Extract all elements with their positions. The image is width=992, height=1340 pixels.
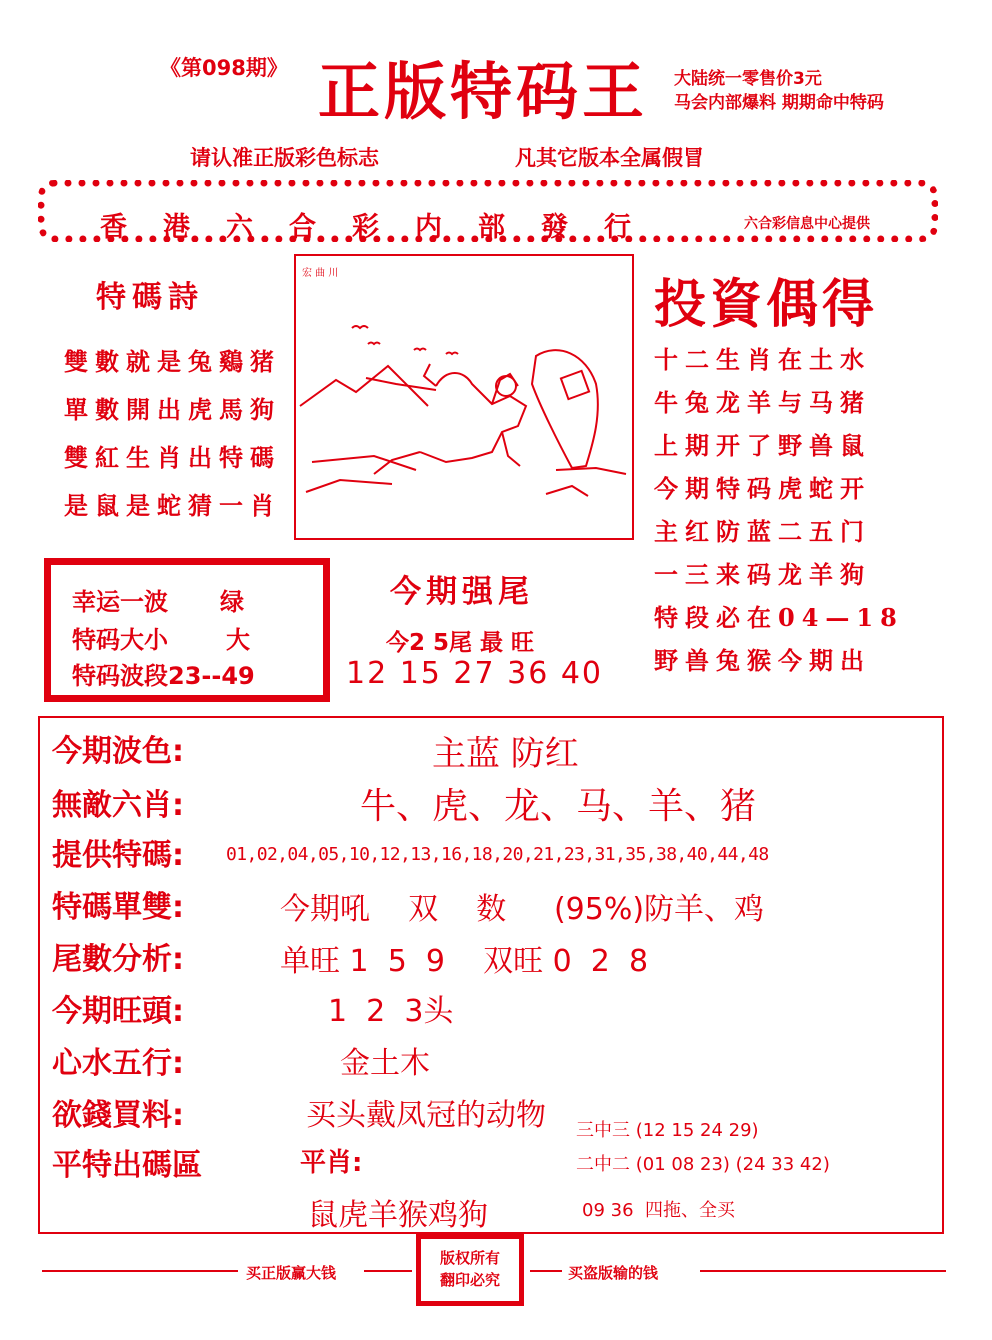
codes-value: 01,02,04,05,10,12,13,16,18,20,21,23,31,35,38,40,44,48	[226, 844, 769, 865]
invest-line: 一三来码龙羊狗	[654, 560, 871, 589]
strong-tail-numbers: 12 15 27 36 40	[346, 656, 604, 691]
zodiac-label: 無敵六肖:	[52, 788, 184, 823]
wave-value: 主蓝 防红	[432, 734, 579, 774]
copyright-line: 版权所有	[439, 1249, 500, 1267]
buy-value: 买头戴凤冠的动物	[306, 1098, 546, 1133]
invest-title: 投資偶得	[654, 274, 879, 335]
genuine-logo-note: 请认准正版彩色标志	[190, 146, 379, 170]
buy-label: 欲錢買料:	[52, 1098, 184, 1133]
invest-line: 牛兔龙羊与马猪	[654, 388, 871, 417]
inside-info-note: 马会内部爆料 期期命中特码	[674, 93, 884, 113]
invest-line: 今期特码虎蛇开	[654, 474, 871, 503]
lucky-label: 特码波段	[72, 662, 168, 690]
banner-title: 香港六合彩内部發行	[100, 212, 667, 243]
warrior-illustration	[296, 256, 632, 538]
flat-zodiac-label: 平肖:	[300, 1148, 363, 1178]
codes-label: 提供特碼:	[52, 838, 184, 873]
poem-line: 雙數就是兔鷄猪	[64, 347, 281, 376]
combo-line: 二中二 (01 08 23) (24 33 42)	[576, 1154, 830, 1175]
combo-line: 09 36 四拖、全买	[582, 1200, 735, 1221]
poem-line: 單數開出虎馬狗	[64, 395, 281, 424]
lucky-label: 幸运一波	[72, 588, 168, 616]
poem-line: 雙紅生肖出特碼	[64, 443, 281, 472]
invest-line: 主红防蓝二五门	[654, 517, 871, 546]
footer-right-text: 买盗版输的钱	[568, 1264, 659, 1282]
head-label: 今期旺頭:	[52, 994, 184, 1029]
footer-left-text: 买正版赢大钱	[246, 1264, 337, 1282]
head-value: 1 2 3头	[328, 994, 454, 1029]
footer-divider	[530, 1270, 562, 1272]
illustration-frame	[294, 254, 634, 540]
lucky-row	[72, 656, 255, 691]
footer-divider	[42, 1270, 238, 1272]
lucky-value: 23--49	[168, 662, 255, 690]
price-note: 大陆统一零售价3元	[674, 69, 822, 89]
poem-line: 是鼠是蛇猜一肖	[64, 491, 281, 520]
flat-label: 平特出碼區	[52, 1148, 202, 1183]
illustration-stamp: 宏 曲 川	[302, 268, 339, 279]
invest-line: 上期开了野兽鼠	[654, 431, 871, 460]
footer-divider	[364, 1270, 412, 1272]
element-label: 心水五行:	[52, 1046, 184, 1081]
lucky-row	[72, 582, 244, 617]
footer-divider	[700, 1270, 946, 1272]
zodiac-value: 牛、虎、龙、马、羊、猪	[360, 786, 757, 827]
counterfeit-note: 凡其它版本全属假冒	[515, 146, 704, 170]
element-value: 金土木	[340, 1046, 430, 1081]
poem-title: 特碼詩	[96, 280, 204, 315]
lucky-row	[72, 620, 250, 655]
strong-tail-subtitle: 今2 5尾 最 旺	[386, 630, 535, 656]
invest-line: 十二生肖在土水	[654, 345, 871, 374]
invest-line: 特段必在04—18	[654, 603, 904, 632]
brand-title: 正版特码王	[318, 55, 649, 128]
wave-label: 今期波色:	[52, 734, 184, 769]
lucky-value: 大	[226, 626, 250, 654]
banner-subtitle: 六合彩信息中心提供	[744, 216, 870, 232]
oddeven-label: 特碼單雙:	[52, 890, 184, 925]
flat-zodiac-value: 鼠虎羊猴鸡狗	[308, 1198, 488, 1233]
invest-line: 野兽兔猴今期出	[654, 646, 871, 675]
tail-analysis-label: 尾數分析:	[52, 942, 184, 977]
copyright-box	[416, 1234, 524, 1306]
strong-tail-title: 今期强尾	[390, 574, 534, 610]
issue-number: 《第098期》	[160, 56, 288, 80]
lucky-label: 特码大小	[72, 626, 168, 654]
oddeven-value: 今期吼 双 数 (95%)防羊、鸡	[280, 892, 765, 927]
copyright-line: 翻印必究	[439, 1271, 500, 1289]
lucky-value: 绿	[220, 588, 244, 616]
combo-line: 三中三 (12 15 24 29)	[576, 1120, 759, 1141]
tail-analysis-value: 单旺 1 5 9 双旺 0 2 8	[280, 944, 649, 979]
